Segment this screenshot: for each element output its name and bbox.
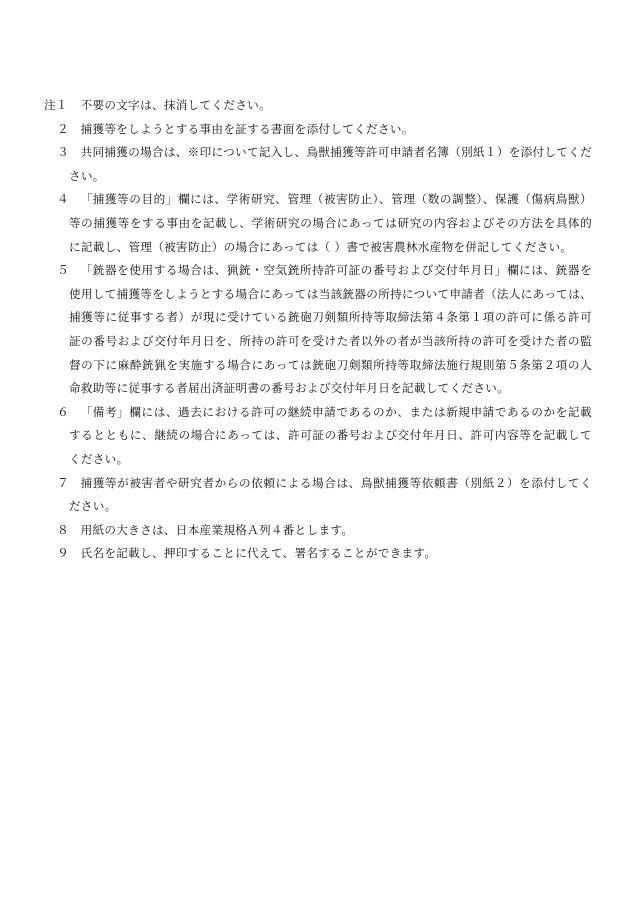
note-item-1 [44, 94, 592, 118]
note-text: 「捕獲等の目的」欄には、学術研究、管理（被害防止）、管理（数の調整）、保護（傷病鳥獣）等の捕獲等をする事由を記載し、学術研究の場合にあっては研究の内容およびその方法を具体的に記載し、管理（被害防止）の場合にあっては（ ）書で被害農林水産物を併記してください。 [69, 192, 592, 254]
note-item-6 [44, 401, 592, 472]
note-text: 用紙の大きさは、日本産業規格Ａ列４番とします。 [80, 522, 354, 537]
note-text: 氏名を記載し、押印することに代えて、署名することができます。 [80, 546, 437, 561]
notes-list [44, 94, 592, 566]
note-number: ６ [57, 404, 69, 419]
note-item-4 [44, 188, 592, 259]
note-number: ８ [57, 522, 69, 537]
note-text: 共同捕獲の場合は、※印について記入し、鳥獣捕獲等許可申請者名簿（別紙１）を添付してください。 [69, 145, 592, 183]
note-number: ５ [57, 263, 69, 278]
note-number: ２ [57, 121, 69, 136]
note-number: ７ [57, 475, 69, 490]
note-number: ９ [57, 546, 69, 561]
note-item-3 [44, 141, 592, 188]
note-item-5 [44, 259, 592, 401]
note-text: 「銃器を使用する場合は、猟銃・空気銃所持許可証の番号および交付年月日」欄には、銃器を使用して捕獲等をしようとする場合にあっては当該銃器の所持について申請者（法人にあっては、捕獲等に従事する者）が現に受けている銃砲刀剣類所持等取締法第４条第１項の許可に係る許可証の番号および交付年月日を、所持の許可を受けた者以外の者が当該所持の許可を受けた者の監督の下に麻酔銃猟を実施する場合にあっては銃砲刀剣類所持等取締法施行規則第５条第２項の人命救助等に従事する者届出済証明書の番号および交付年月日を記載してください。 [69, 263, 592, 396]
note-item-2 [44, 118, 592, 142]
note-number: ４ [57, 192, 69, 207]
note-text: 不要の文字は、抹消してください。 [80, 98, 271, 112]
note-item-7 [44, 472, 592, 519]
note-number: ３ [57, 145, 69, 160]
note-text: 捕獲等が被害者や研究者からの依頼による場合は、鳥獣捕獲等依頼書（別紙２）を添付してください。 [69, 475, 592, 514]
note-item-8 [44, 519, 592, 543]
note-text: 捕獲等をしようとする事由を証する書面を添付してください。 [80, 121, 414, 136]
note-number: 注１ [44, 98, 68, 112]
note-text: 「備考」欄には、過去における許可の継続申請であるのか、または新規申請であるのかを記載するとともに、継続の場合にあっては、許可証の番号および交付年月日、許可内容等を記載してください。 [69, 404, 592, 466]
note-item-9 [44, 542, 592, 566]
